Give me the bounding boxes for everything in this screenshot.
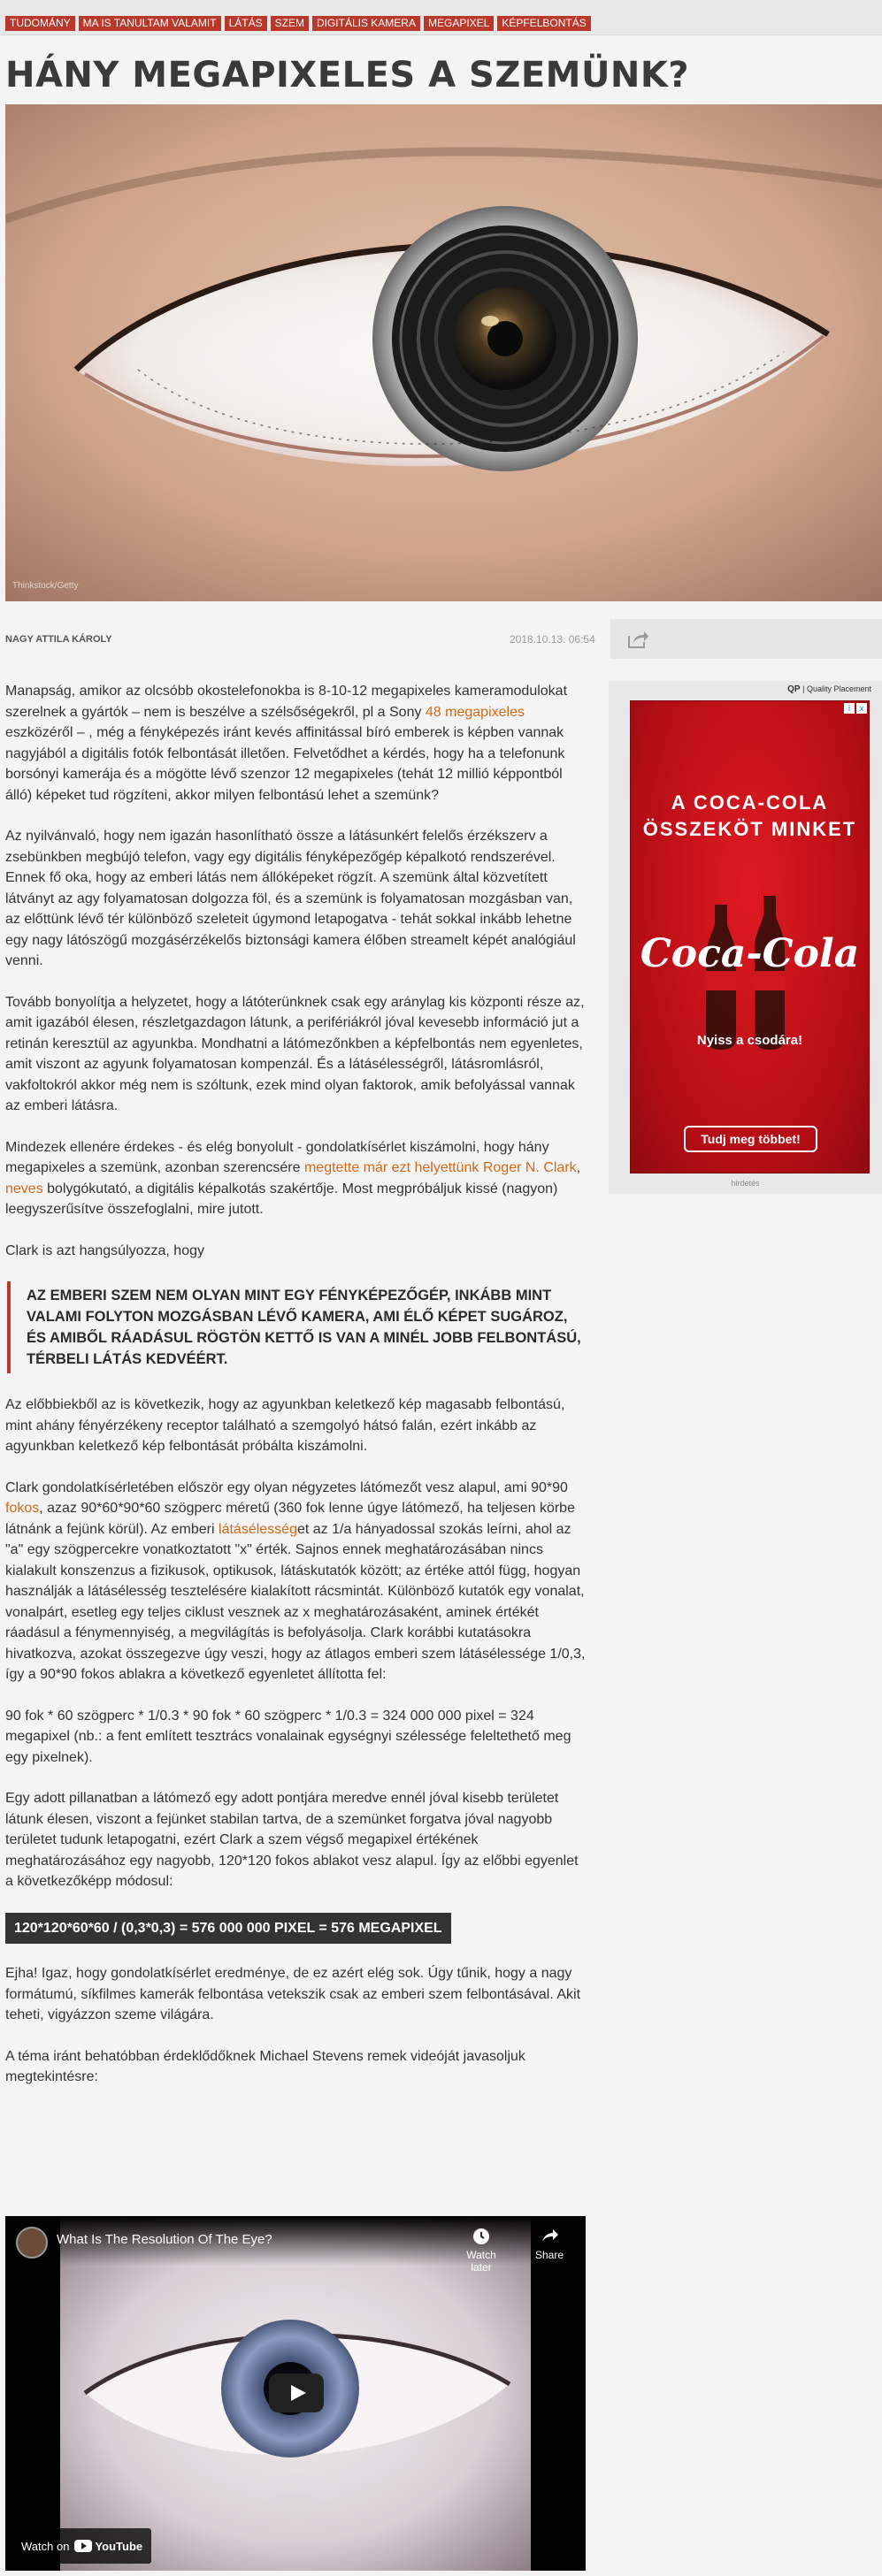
ad-close-icon[interactable]: x (856, 703, 867, 714)
channel-avatar[interactable] (16, 2227, 48, 2259)
share-arrow-icon (540, 2227, 559, 2246)
paragraph: Ejha! Igaz, hogy gondolatkísérlet eredménye, de ez azért elég sok. Úgy tűnik, hogy a nagy formátumú, síkfilmes kamerák felbontása vetekszik csak az emberi szem felbontásával. Akit teheti, vigyázzon szeme világára. (5, 1966, 581, 2022)
watch-on-youtube-button[interactable]: Watch on YouTube (12, 2528, 151, 2564)
ad-choices[interactable] (844, 703, 867, 714)
coca-cola-logo: Coca-Cola (640, 931, 860, 976)
video-share-button[interactable]: Share (527, 2227, 571, 2261)
video-header (5, 2216, 586, 2274)
paragraph: Clark gondolatkísérletében először egy olyan négyzetes látómezőt vesz alapul, ami 90*90 fokos, azaz 90*60*90*60 szögperc méretű (360 fok lenne úgye látómező, ha teljesen körbe látnánk a fejünk körül). Az emberi látásélességet az 1/a hányadossal szokás leírni, ahol az "a" egy szögpercekre vonatkoztatott "x" érték. Sajnos ennek meghatározásában nincs kialakult konszenzus a fizikusok, optikusok, látáskutatók között; az értéke attól függ, hogyan használják a látásélesség tesztelésére kialakított rácsmintát. Különböző kutatók egy vonalat, vonalpárt, esetleg egy teljes ciklust vesznek az x meghatározásaként, aminek értékét ráadásul a fénymennyiség, a megvilágítás is befolyásolja. Clark korábbi kutatásokra hivatkozva, azokat összegezve úgy veszi, hogy az átlagos emberi szem látásélessége 1/0,3, így a 90*90 fokos ablakra a következő egyenletet állította fel: (5, 1479, 586, 1682)
ad-cta-button[interactable]: Tudj meg többet! (684, 1126, 817, 1152)
tag-szem[interactable]: SZEM (271, 16, 309, 31)
tag-latas[interactable]: LÁTÁS (225, 16, 267, 31)
clock-icon (472, 2227, 491, 2246)
publish-date: 2018.10.13. 06:54 (510, 633, 595, 646)
paragraph: Manapság, amikor az olcsóbb okostelefonokba is 8-10-12 megapixeles kameramodulokat szerelnek a gyártók – nem is beszélve a szélsőségekről, pl a Sony 48 megapixeles eszközéről – , még a fényképezés iránt kevés affinitással bíró emberek is képben vannak nagyjából a digitális fotók felbontását illetően. Felvetődhet a kérdés, hogy ha a telefonunk borsónyi kamerája és a mögötte lévő szenzor 12 megapixeles (tehát 12 millió képpontból álló) képeket tud rögzíteni, akkor milyen felbontású lehet a szemünk? (5, 684, 568, 803)
sidebar-ad-slot (609, 681, 882, 1194)
page-title: HÁNY MEGAPIXELES A SZEMÜNK? (5, 55, 690, 96)
formula-box: 120*120*60*60 / (0,3*0,3) = 576 000 000 PIXEL = 576 MEGAPIXEL (5, 1913, 451, 1945)
paragraph: A téma iránt behatóbban érdeklődőknek Michael Stevens remek videóját javasoljuk megtekintésre: (5, 2048, 525, 2084)
quality-placement-label: QP | Quality Placement (787, 684, 871, 694)
paragraph: Az nyilvánvaló, hogy nem igazán hasonlítható össze a látásunkért felelős érzékszerv a zsebünkben megbújó telefon, vagy egy digitális fényképezőgép képalkotó rendszerével. Ennek fő oka, hogy az emberi látás nem állóképeket rögzít. A szemünk által közvetített látványt az agy folyamatosan dolgozza föl, és a szemünk is folyamatosan mozgásban van, az előttünk lévő tér különböző szeleteit úgymond letapogatva - tehát sokkal inkább lehetne egy nagy látószögű mozgásérzékelős biztonsági kamera élőben streamelt képét analógiául venni. (5, 829, 576, 968)
link-neves[interactable]: neves (5, 1181, 43, 1196)
share-bar (610, 619, 882, 659)
youtube-embed[interactable] (5, 2216, 586, 2571)
article-meta (0, 619, 882, 659)
tag-megapixel[interactable]: MEGAPIXEL (424, 16, 494, 31)
ad-headline: A COCA-COLA ÖSSZEKÖT MINKET (642, 791, 857, 840)
link-fokos[interactable]: fokos (5, 1501, 40, 1516)
paragraph: Clark is azt hangsúlyozza, hogy (5, 1242, 204, 1258)
video-title[interactable]: What Is The Resolution Of The Eye? (57, 2232, 272, 2247)
paragraph: Egy adott pillanatban a látómező egy adott pontjára meredve ennél jóval kisebb területet látunk élesen, viszont a fejünket stabilan tartva, de a szemünket forgatva jóval nagyobb területet tudunk letapogatni, ezért Clark a szem végső megapixel értékének meghatározásához egy nagyobb, 120*120 fokos ablakot vesz alapul. Így az előbbi egyenlet a következőképp módosul: (5, 1791, 579, 1889)
ad-disclosure: hirdetés (731, 1179, 760, 1188)
paragraph: Mindezek ellenére érdekes - és elég bonyolult - gondolatkísérlet kiszámolni, hogy hány megapixeles a szemünk, azonban szerencsére megtette már ezt helyettünk Roger N. Clark, neves bolygókutató, a digitális képalkotás szakértője. Most megpróbáljuk kissé (nagyon) leegyszerűsítve összefoglalni, mire jutott. (5, 1139, 581, 1217)
paragraph: Az előbbiekből az is következik, hogy az agyunkban keletkező kép magasabb felbontású, mint ahány fényérzékeny receptor található a szemgolyó hátsó falán, ezért inkább az agyunkban keletkező kép felbontását próbálta kiszámolni. (5, 1397, 565, 1454)
share-icon[interactable] (626, 629, 649, 650)
share-arrow-icon (626, 629, 649, 650)
ad-tagline: Nyiss a csodára! (696, 1033, 803, 1048)
link-roger-clark[interactable]: megtette már ezt helyettünk Roger N. Clark (303, 1160, 577, 1175)
paragraph: Tovább bonyolítja a helyzetet, hogy a látóterünknek csak egy aránylag kis központi része az, amit igazából élesen, részletgazdagon látunk, a perifériákról jóval kevesebb információ jut a retinán keresztül az agyunkba. Mondhatni a látómezőnkben a képfelbontás nem egyenletes, amit viszont az agyunk folyamatosan kompenzál. És a látásélességről, látásromlásról, vakfoltokról akkor még nem is szóltunk, ezek mind olyan faktorok, amik befolyással vannak az emberi látásra. (5, 994, 585, 1113)
link-48-megapixel[interactable]: 48 megapixeles (425, 704, 525, 720)
tag-tudomany[interactable]: TUDOMÁNY (5, 16, 75, 31)
article-body (5, 681, 589, 2108)
hero-watermark: Thinkstock/Getty (12, 581, 79, 591)
author-name[interactable]: NAGY ATTILA KÁROLY (5, 634, 112, 645)
link-lataselesseg[interactable]: látásélesség (219, 1521, 297, 1537)
pull-quote: AZ EMBERI SZEM NEM OLYAN MINT EGY FÉNYKÉPEZŐGÉP, INKÁBB MINT VALAMI FOLYTON MOZGÁSBAN LÉVŐ KAMERA, AMI ÉLŐ KÉPET SUGÁROZ, ÉS AMIBŐL RÁADÁSUL RÖGTÖN KETTŐ IS VAN A MINÉL JOBB FELBONTÁSÚ, TÉRBELI LÁTÁS KEDVÉÉRT. (7, 1281, 589, 1373)
coca-cola-ad[interactable] (630, 700, 870, 1173)
paragraph: 90 fok * 60 szögperc * 1/0.3 * 90 fok * 60 szögperc * 1/0.3 = 324 000 000 pixel = 324 megapixel (nb.: a fent említett tesztrács vonalainak egységnyi szélessége feleltethető meg egy pixelnek). (5, 1708, 571, 1765)
ad-info-icon[interactable]: i (844, 703, 855, 714)
watch-later-button[interactable]: Watch later (455, 2227, 508, 2274)
eye-camera-illustration (5, 104, 882, 601)
youtube-logo: YouTube (74, 2540, 142, 2553)
tag-digitalis-kamera[interactable]: DIGITÁLIS KAMERA (312, 16, 420, 31)
tag-kepfelbontas[interactable]: KÉPFELBONTÁS (497, 16, 590, 31)
tag-list (5, 16, 591, 31)
tag-ma-is-tanultam[interactable]: MA IS TANULTAM VALAMIT (79, 16, 221, 31)
youtube-play-icon (74, 2540, 92, 2552)
hero-image (5, 104, 882, 601)
play-button[interactable] (269, 2373, 324, 2412)
